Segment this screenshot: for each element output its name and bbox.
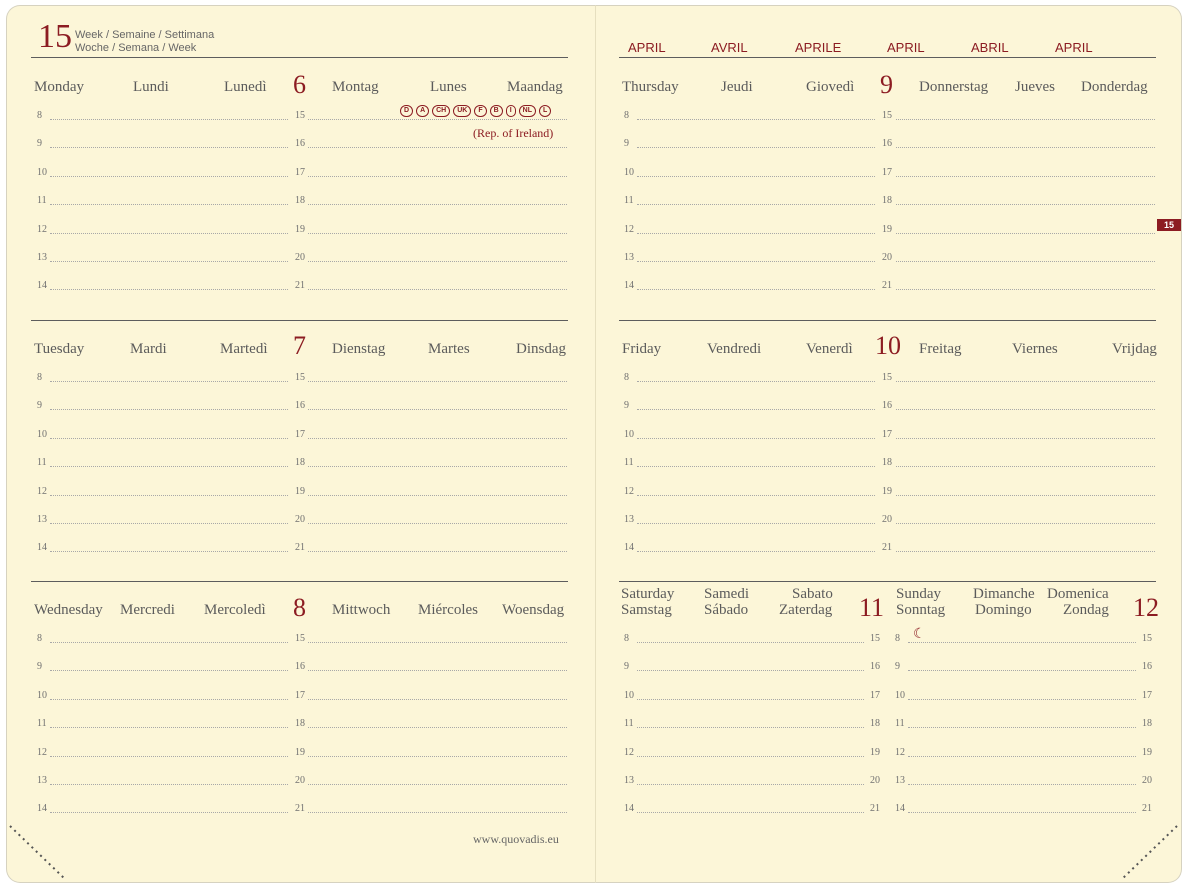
hour-line[interactable] [637,670,864,671]
hour-label: 12 [624,747,634,758]
hour-line[interactable] [308,289,567,290]
hour-line[interactable] [896,466,1155,467]
hour-line[interactable] [50,289,288,290]
day-number: 8 [293,593,306,622]
hour-label: 16 [882,138,892,149]
day-name: Mercoledì [204,602,266,618]
hour-line[interactable] [50,233,288,234]
hour-label: 12 [37,486,47,497]
hour-line[interactable] [637,204,875,205]
day-name: Jueves [1015,79,1055,95]
hour-line[interactable] [308,204,567,205]
day-name: Lundi [133,79,169,95]
country-badge: I [506,105,516,117]
day-name: Martes [428,341,470,357]
hour-line[interactable] [896,261,1155,262]
hour-label: 14 [37,542,47,553]
country-badge: L [539,105,551,117]
hour-label: 20 [882,514,892,525]
hour-label: 11 [37,457,47,468]
month-en: APRIL [628,40,666,55]
hour-line[interactable] [308,812,567,813]
hour-label: 9 [37,661,42,672]
week-number: 15 [38,18,72,55]
hour-label: 11 [624,195,634,206]
day-name: Domingo [975,602,1032,618]
day-name: Tuesday [34,341,85,357]
day-number: 12 [1133,593,1159,622]
hour-label: 9 [624,138,629,149]
hour-label: 18 [870,718,880,729]
hour-line[interactable] [308,381,567,382]
hour-line[interactable] [50,147,288,148]
hour-label: 10 [624,167,634,178]
day-name: Mittwoch [332,602,391,618]
hour-label: 18 [882,457,892,468]
hour-label: 16 [870,661,880,672]
day-name: Donderdag [1081,79,1148,95]
hour-label: 8 [624,633,629,644]
website-link[interactable]: www.quovadis.eu [473,832,559,846]
hour-line[interactable] [308,727,567,728]
hour-line[interactable] [50,670,288,671]
day-name: Vendredi [707,341,762,357]
country-badge: B [490,105,503,117]
day-name: Wednesday [34,602,103,618]
day-name: Viernes [1012,341,1058,357]
day-number: 10 [875,331,901,360]
day-name: Dinsdag [516,341,566,357]
hour-line[interactable] [637,438,875,439]
country-badge: A [416,105,429,117]
day-divider [619,320,1156,321]
day-divider [31,581,568,582]
hour-label: 18 [882,195,892,206]
day-name: Jeudi [721,79,753,95]
day-name: Thursday [622,79,679,95]
day-name: Sabato [792,586,833,602]
hour-line[interactable] [637,642,864,643]
day-name: Saturday [621,586,675,602]
hour-label: 20 [870,775,880,786]
week-label-line2: Woche / Semana / Week [75,42,197,54]
hour-line[interactable] [637,523,875,524]
hour-label: 11 [895,718,905,729]
hour-label: 18 [295,195,305,206]
hour-label: 16 [1142,661,1152,672]
hour-line[interactable] [50,119,288,120]
day-number: 6 [293,70,306,99]
day-name: Venerdì [806,341,853,357]
hour-line[interactable] [896,523,1155,524]
hour-label: 21 [295,803,305,814]
month-es: ABRIL [971,40,1009,55]
hour-label: 16 [295,400,305,411]
hour-line[interactable] [896,147,1155,148]
month-it: APRILE [795,40,842,55]
hour-line[interactable] [50,699,288,700]
hour-label: 14 [37,803,47,814]
month-de: APRIL [887,40,925,55]
hour-label: 17 [1142,690,1152,701]
hour-line[interactable] [896,551,1155,552]
hour-line[interactable] [50,551,288,552]
day-name: Vrijdag [1112,341,1157,357]
hour-label: 14 [624,280,634,291]
hour-label: 9 [624,400,629,411]
day-name: Monday [34,79,84,95]
day-name: Lunes [430,79,467,95]
hour-line[interactable] [308,551,567,552]
hour-label: 15 [295,110,305,121]
hour-line[interactable] [637,466,875,467]
hour-line[interactable] [637,812,864,813]
hour-label: 19 [882,486,892,497]
hour-label: 17 [882,167,892,178]
hour-label: 9 [624,661,629,672]
hour-line[interactable] [896,204,1155,205]
hour-label: 20 [295,514,305,525]
day-name: Mercredi [120,602,175,618]
hour-label: 13 [37,775,47,786]
day-name: Domenica [1047,586,1109,602]
hour-label: 9 [37,400,42,411]
hour-label: 11 [37,195,47,206]
hour-line[interactable] [908,812,1136,813]
day-name: Montag [332,79,379,95]
country-badge: D [400,105,413,117]
day-name: Giovedì [806,79,855,95]
hour-label: 8 [624,372,629,383]
day-name: Friday [622,341,662,357]
hour-label: 15 [295,372,305,383]
hour-label: 12 [895,747,905,758]
hour-line[interactable] [896,289,1155,290]
hour-label: 13 [37,514,47,525]
hour-label: 19 [1142,747,1152,758]
right-page [595,5,1182,883]
hour-label: 20 [1142,775,1152,786]
hour-label: 13 [624,775,634,786]
hour-line[interactable] [637,289,875,290]
hour-line[interactable] [896,495,1155,496]
day-name: Zaterdag [779,602,833,618]
hour-line[interactable] [908,642,1136,643]
hour-line[interactable] [50,466,288,467]
hour-line[interactable] [637,495,875,496]
hour-line[interactable] [896,233,1155,234]
day-name: Samedi [704,586,749,602]
hour-label: 10 [624,690,634,701]
hour-line[interactable] [637,784,864,785]
hour-label: 11 [624,457,634,468]
hour-label: 15 [295,633,305,644]
day-name: Dimanche [973,586,1035,602]
hour-line[interactable] [50,438,288,439]
corner-perforation-left-icon [6,822,76,884]
month-fr: AVRIL [711,40,748,55]
hour-label: 16 [295,661,305,672]
holiday-country-badges [400,105,551,117]
hour-label: 16 [295,138,305,149]
hour-line[interactable] [50,381,288,382]
hour-line[interactable] [308,670,567,671]
hour-line[interactable] [637,176,875,177]
hour-label: 12 [624,224,634,235]
week-label-line1: Week / Semaine / Settimana [75,29,215,41]
hour-label: 15 [882,372,892,383]
day-name: Lunedì [224,79,267,95]
hour-label: 13 [895,775,905,786]
hour-line[interactable] [50,176,288,177]
hour-line[interactable] [308,176,567,177]
hour-line[interactable] [50,756,288,757]
hour-line[interactable] [908,699,1136,700]
hour-line[interactable] [50,784,288,785]
country-badge: NL [519,105,536,117]
hour-line[interactable] [637,147,875,148]
day-number: 11 [859,593,885,622]
hour-line[interactable] [637,551,875,552]
hour-label: 19 [295,747,305,758]
hour-label: 8 [895,633,900,644]
hour-label: 15 [882,110,892,121]
day-name: Woensdag [502,602,565,618]
day-number: 9 [880,70,893,99]
hour-label: 21 [882,280,892,291]
day-name: Sonntag [896,602,946,618]
hour-label: 15 [1142,633,1152,644]
header-rule-right [619,57,1156,58]
hour-line[interactable] [308,495,567,496]
hour-line[interactable] [308,523,567,524]
hour-line[interactable] [50,727,288,728]
hour-label: 19 [295,486,305,497]
hour-label: 10 [37,690,47,701]
hour-label: 12 [37,224,47,235]
day-number: 7 [293,331,306,360]
hour-label: 19 [870,747,880,758]
country-badge: UK [453,105,471,117]
hour-line[interactable] [308,261,567,262]
hour-line[interactable] [50,495,288,496]
hour-label: 12 [37,747,47,758]
hour-line[interactable] [50,409,288,410]
hour-label: 16 [882,400,892,411]
hour-label: 20 [295,252,305,263]
hour-label: 8 [624,110,629,121]
holiday-note: (Rep. of Ireland) [473,126,554,140]
country-badge: CH [432,105,450,117]
hour-label: 18 [295,718,305,729]
hour-label: 11 [37,718,47,729]
day-name: Sábado [704,602,749,618]
day-divider [619,581,1156,582]
hour-line[interactable] [637,119,875,120]
day-divider [31,320,568,321]
hour-line[interactable] [308,699,567,700]
hour-line[interactable] [637,727,864,728]
hour-line[interactable] [308,233,567,234]
hour-label: 13 [37,252,47,263]
hour-label: 18 [295,457,305,468]
hour-label: 13 [624,252,634,263]
day-name: Dienstag [332,341,386,357]
hour-label: 9 [895,661,900,672]
hour-label: 9 [37,138,42,149]
hour-line[interactable] [308,784,567,785]
hour-label: 14 [37,280,47,291]
hour-label: 8 [37,110,42,121]
hour-label: 8 [37,633,42,644]
hour-label: 10 [37,167,47,178]
moon-phase-icon: ☾ [913,627,926,642]
month-nl: APRIL [1055,40,1093,55]
hour-label: 21 [295,280,305,291]
hour-line[interactable] [308,409,567,410]
hour-label: 20 [295,775,305,786]
hour-line[interactable] [50,261,288,262]
hour-label: 10 [895,690,905,701]
hour-label: 14 [624,803,634,814]
hour-label: 17 [295,429,305,440]
hour-label: 19 [882,224,892,235]
hour-line[interactable] [637,409,875,410]
hour-label: 10 [37,429,47,440]
hour-line[interactable] [637,233,875,234]
hour-line[interactable] [908,756,1136,757]
hour-line[interactable] [896,176,1155,177]
day-name: Freitag [919,341,962,357]
country-badge: F [474,105,486,117]
hour-label: 21 [870,803,880,814]
hour-line[interactable] [308,147,567,148]
hour-line[interactable] [896,119,1155,120]
hour-line[interactable] [896,438,1155,439]
day-name: Donnerstag [919,79,989,95]
hour-line[interactable] [637,699,864,700]
hour-line[interactable] [637,756,864,757]
hour-label: 17 [295,690,305,701]
hour-line[interactable] [50,812,288,813]
hour-label: 21 [295,542,305,553]
hour-line[interactable] [50,642,288,643]
hour-line[interactable] [50,523,288,524]
hour-label: 13 [624,514,634,525]
hour-line[interactable] [308,466,567,467]
day-name: Miércoles [418,602,478,618]
hour-label: 12 [624,486,634,497]
hour-line[interactable] [308,642,567,643]
hour-label: 11 [624,718,634,729]
hour-line[interactable] [50,204,288,205]
day-name: Samstag [621,602,672,618]
hour-line[interactable] [908,727,1136,728]
day-name: Mardi [130,341,167,357]
hour-line[interactable] [308,438,567,439]
hour-label: 10 [624,429,634,440]
hour-label: 17 [882,429,892,440]
hour-label: 14 [624,542,634,553]
hour-label: 15 [870,633,880,644]
hour-label: 20 [882,252,892,263]
hour-line[interactable] [908,670,1136,671]
day-name: Zondag [1063,602,1109,618]
hour-label: 21 [882,542,892,553]
day-name: Martedì [220,341,268,357]
hour-label: 8 [37,372,42,383]
hour-label: 19 [295,224,305,235]
day-name: Maandag [507,79,563,95]
hour-line[interactable] [896,409,1155,410]
week-tab[interactable]: 15 [1157,219,1181,231]
hour-label: 17 [870,690,880,701]
hour-label: 18 [1142,718,1152,729]
hour-line[interactable] [637,261,875,262]
corner-perforation-right-icon [1113,822,1183,884]
header-rule-left [31,57,568,58]
hour-label: 14 [895,803,905,814]
hour-line[interactable] [908,784,1136,785]
hour-line[interactable] [896,381,1155,382]
hour-line[interactable] [637,381,875,382]
hour-label: 21 [1142,803,1152,814]
hour-line[interactable] [308,756,567,757]
hour-label: 17 [295,167,305,178]
hour-line[interactable] [308,119,567,120]
day-name: Sunday [896,586,941,602]
